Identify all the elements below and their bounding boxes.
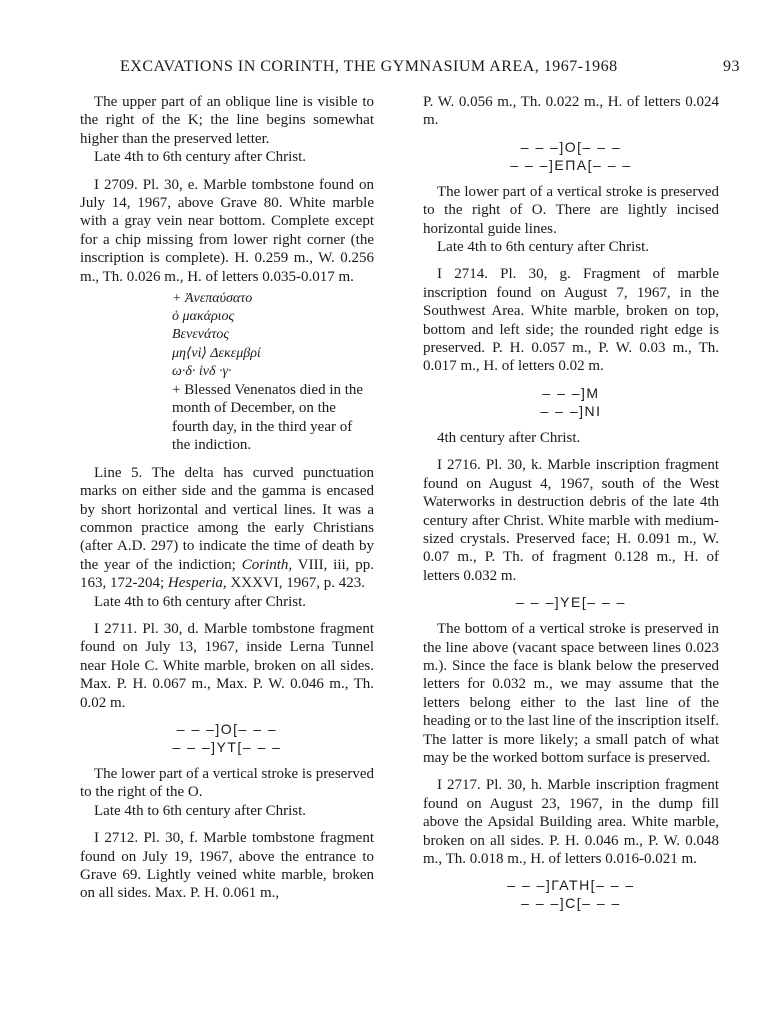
entry-i2709: I 2709. Pl. 30, e. Marble tombstone found on July 14, 1967, above Grave 80. White marble with a gray vein near bottom. Complete except for a chip missing from lower right corner (the inscription is complete). H. 0.259 m., W. 0.256 m., Th. 0.026 m., H. of letters 0.035-0.017 m. xyxy=(80,176,374,285)
inscription-line: Βενενάτος xyxy=(172,327,230,343)
fragment-line: – – –]ΕΠΑ[– – – xyxy=(510,156,632,173)
entry-i2711: I 2711. Pl. 30, d. Marble tombstone fragment found on July 13, 1967, inside Lerna Tunnel near Hole C. White marble, broken on all sides. Max. P. H. 0.067 m., Max. P. W. 0.046 m., Th. 0.02 m. xyxy=(80,620,374,711)
entry-i2714: I 2714. Pl. 30, g. Fragment of marble inscription found on August 7, 1967, in the Southwest Area. White marble, broken on top, bottom and left side; the rounded right edge is preserved. P. H. 0.057 m., P. W. 0.03 m., Th. 0.017 m., H. of letters 0.02 m. xyxy=(423,266,719,375)
inscription-text xyxy=(172,290,374,381)
entry-i2716: I 2716. Pl. 30, k. Marble inscription fragment found on August 4, 1967, south of the West Waterworks in destruction debris of the late 4th century after Christ. White marble with medium-sized crystals. Preserved face; H. 0.091 m., W. 0.07 m., P. Th. of fragment 0.128 m., H. of letters 0.032 m. xyxy=(423,457,719,584)
inscription-translation: + Blessed Venenatos died in the month of December, on the fourth day, in the third year of the indiction. xyxy=(172,382,364,454)
left-column xyxy=(80,93,374,903)
fragment-text-i2716 xyxy=(423,593,719,611)
fragment-line: – – –]Ο[– – – xyxy=(520,138,622,155)
paragraph-oblique-line: The upper part of an oblique line is visible to the right of the K; the line begins somewhat higher than the preserved letter. xyxy=(80,94,374,147)
fragment-line: – – –]Ο[– – – xyxy=(176,720,278,737)
fragment-line: – – –]Μ xyxy=(542,384,600,401)
note-i2712: The lower part of a vertical stroke is preserved to the right of O. There are lightly incised horizontal guide lines. xyxy=(423,183,719,237)
date-line: 4th century after Christ. xyxy=(437,429,581,446)
running-title: EXCAVATIONS IN CORINTH, THE GYMNASIUM AREA, 1967-1968 xyxy=(120,58,618,75)
fragment-text-i2717 xyxy=(423,876,719,912)
entry-i2712: I 2712. Pl. 30, f. Marble tombstone fragment found on July 19, 1967, above the entrance to Grave 69. Lightly veined white marble, broken on all sides. Max. P. H. 0.061 m., xyxy=(80,830,374,902)
entry-i2717: I 2717. Pl. 30, h. Marble inscription fragment found on August 23, 1967, in the dump fill above the Apsidal Building area. White marble, broken on all sides. P. H. 0.046 m., P. W. 0.048 m., Th. 0.018 m., H. of letters 0.016-0.021 m. xyxy=(423,777,719,867)
fragment-text-i2711 xyxy=(80,720,374,756)
inscription-line: ὁ μακάριος xyxy=(172,309,235,325)
entry-i2712-continued: P. W. 0.056 m., Th. 0.022 m., H. of letters 0.024 m. xyxy=(423,94,719,129)
date-line: Late 4th to 6th century after Christ. xyxy=(94,593,307,610)
note-i2711: The lower part of a vertical stroke is preserved to the right of the O. xyxy=(80,765,374,801)
date-line: Late 4th to 6th century after Christ. xyxy=(94,149,307,166)
commentary-line5: Line 5. The delta has curved punctuation marks on either side and the gamma is encased by short horizontal and vertical lines. It was a common practice among the early Christians (after A.D. 297) to indicate the time of death by the year of the indiction; Corinth, VIII, iii, pp. 163, 172-204; Hesperia, XXXVI, 1967, p. 423. xyxy=(80,464,375,592)
right-column xyxy=(423,93,719,921)
fragment-line: – – –]C[– – – xyxy=(521,895,621,912)
fragment-text-i2712 xyxy=(423,138,719,174)
date-line: Late 4th to 6th century after Christ. xyxy=(437,239,650,256)
fragment-line: – – –]ΓΑΤΗ[– – – xyxy=(507,877,635,894)
fragment-line: – – –]ΥΕ[– – – xyxy=(516,594,626,611)
page-number: 93 xyxy=(723,58,740,75)
inscription-line: + Ἀνεπαύσατο xyxy=(172,291,253,307)
note-i2716: The bottom of a vertical stroke is preserved in the line above (vacant space between lines 0.023 m.). Since the face is blank below the preserved letters for 0.032 m., we may assume that the letters belong either to the last line of the heading or to the last line of the inscription itself. The latter is more likely; a small patch of what may be the worked bottom surface is preserved. xyxy=(423,621,719,766)
fragment-line: – – –]ΥΤ[– – – xyxy=(172,738,282,755)
fragment-line: – – –]ΝΙ xyxy=(540,402,602,419)
inscription-line: ω·δ· ἰνδ ·γ· xyxy=(172,363,232,379)
inscription-line: μη⟨νὶ⟩ Δεκεμβρί xyxy=(172,345,261,361)
fragment-text-i2714 xyxy=(423,384,719,420)
date-line: Late 4th to 6th century after Christ. xyxy=(94,802,307,819)
